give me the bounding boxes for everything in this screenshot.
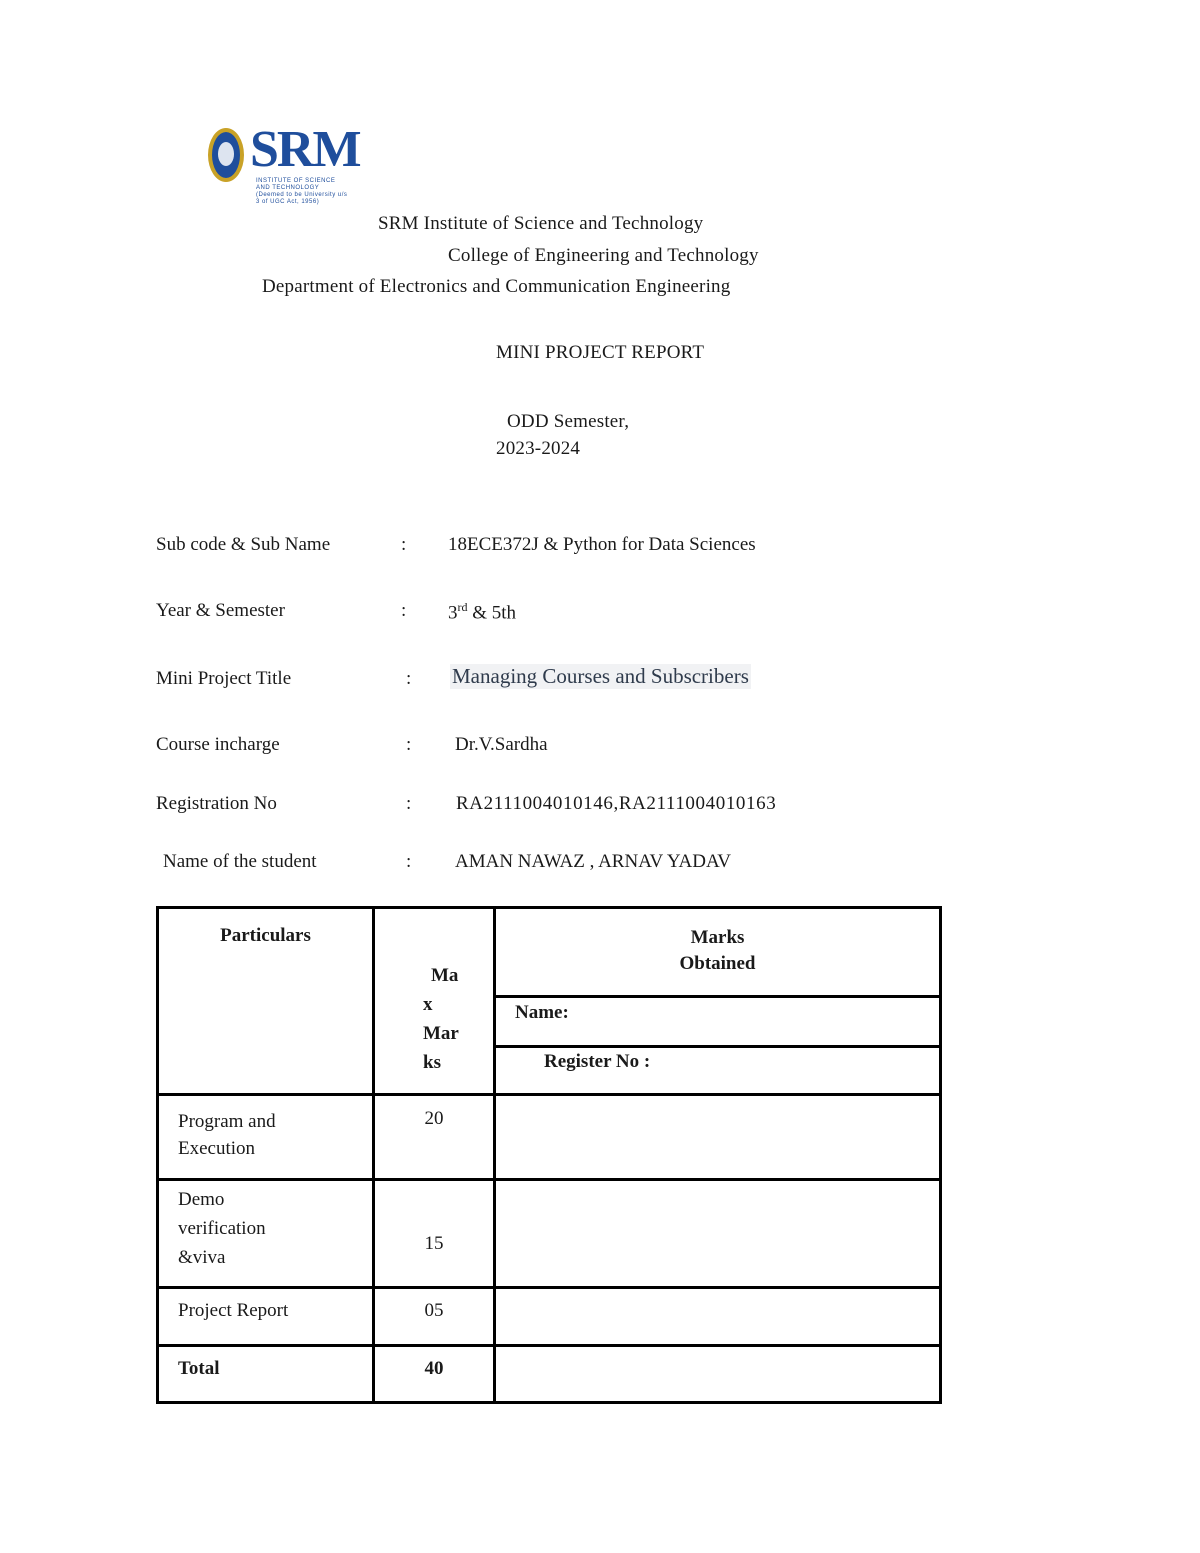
obtained-marks-cell — [495, 1288, 941, 1346]
year-semester-label: Year & Semester — [156, 600, 285, 621]
srm-emblem-icon — [208, 128, 244, 182]
registration-label: Registration No — [156, 793, 277, 814]
particulars-header: Particulars — [158, 908, 374, 1095]
particular-demo-viva: Demo verification &viva — [158, 1180, 374, 1288]
marks-table — [156, 906, 942, 1404]
table-header-row — [158, 908, 941, 997]
academic-year: 2023-2024 — [496, 438, 581, 459]
max-marks-value: 15 — [374, 1180, 495, 1288]
report-title: MINI PROJECT REPORT — [496, 342, 705, 363]
max-marks-value: 20 — [374, 1095, 495, 1180]
department-name: Department of Electronics and Communication Engineering — [262, 276, 731, 297]
project-title-label: Mini Project Title — [156, 668, 292, 689]
srm-logo — [206, 121, 360, 205]
name-label: Name: — [495, 997, 941, 1047]
colon: : — [401, 600, 407, 621]
total-max-value: 40 — [374, 1346, 495, 1403]
table-row — [158, 1288, 941, 1346]
course-incharge-value: Dr.V.Sardha — [455, 734, 548, 755]
register-no-label: Register No : — [495, 1047, 941, 1095]
marks-obtained-header: Marks Obtained — [495, 908, 941, 997]
colon: : — [406, 793, 412, 814]
particular-project-report: Project Report — [158, 1288, 374, 1346]
colon: : — [406, 851, 412, 872]
logo-wordmark: SRM — [250, 121, 360, 178]
logo-tagline: INSTITUTE OF SCIENCE AND TECHNOLOGY (Deemed to be University u/s 3 of UGC Act, 1956) — [256, 178, 348, 205]
max-marks-header: Ma x Mar ks — [374, 908, 495, 1095]
colon: : — [406, 734, 412, 755]
course-incharge-label: Course incharge — [156, 734, 280, 755]
project-title-value: Managing Courses and Subscribers — [452, 664, 749, 688]
student-name-value: AMAN NAWAZ , ARNAV YADAV — [455, 851, 731, 872]
obtained-marks-cell — [495, 1095, 941, 1180]
sub-code-value: 18ECE372J & Python for Data Sciences — [448, 534, 756, 555]
sub-code-label: Sub code & Sub Name — [156, 534, 331, 555]
obtained-marks-cell — [495, 1346, 941, 1403]
institute-name: SRM Institute of Science and Technology — [378, 213, 704, 234]
year-semester-value: 3rd & 5th — [448, 600, 517, 624]
table-row — [158, 1095, 941, 1180]
student-name-label: Name of the student — [163, 851, 317, 872]
total-row — [158, 1346, 941, 1403]
colon: : — [406, 668, 412, 689]
table-row — [158, 1180, 941, 1288]
obtained-marks-cell — [495, 1180, 941, 1288]
college-name: College of Engineering and Technology — [448, 245, 759, 266]
max-marks-value: 05 — [374, 1288, 495, 1346]
total-label: Total — [158, 1346, 374, 1403]
semester: ODD Semester, — [507, 411, 630, 432]
particular-program-execution: Program and Execution — [158, 1095, 374, 1180]
colon: : — [401, 534, 407, 555]
registration-value: RA2111004010146,RA2111004010163 — [456, 793, 777, 814]
